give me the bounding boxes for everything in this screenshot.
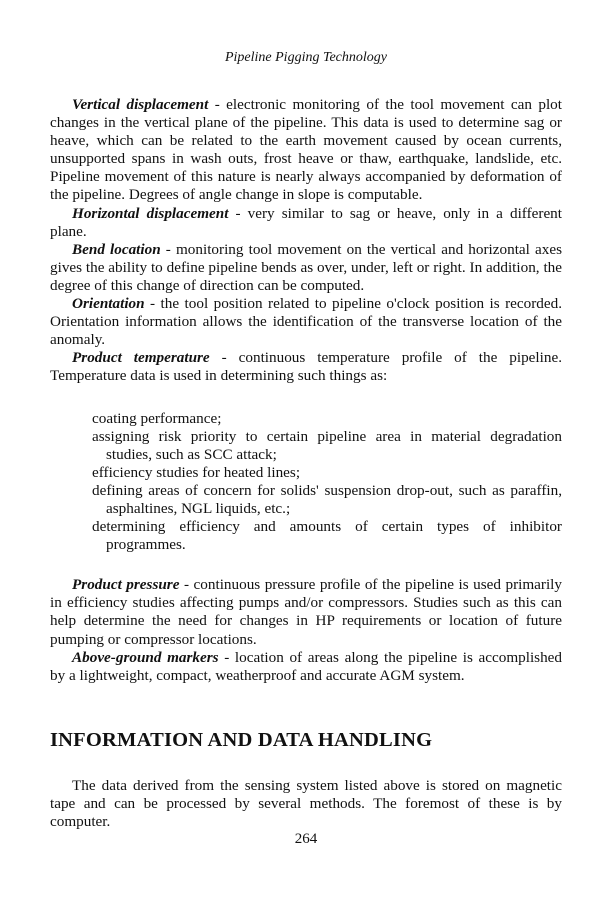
list-item: defining areas of concern for solids' suspension drop-out, such as paraffin, asphaltines, NGL liquids, etc.; [92,481,562,517]
text-vertical-displacement: - electronic monitoring of the tool movement can plot changes in the vertical plane of the pipeline. This data is used to determine sag or heave, which can be related to the earth movement caused by ocean currents, unsupported spans in wash outs, frost heave or thaw, earthquake, landslide, etc. Pipeline movement of this nature is nearly always accompanied by deformation of the pipeline. Degrees of angle change in slope is computable. [50,96,562,204]
page-number: 264 [294,831,318,847]
paragraph-above-ground-markers [50,649,562,685]
page-body [50,96,562,831]
paragraph-product-temperature [50,349,562,385]
term-bend-location: Bend location [72,240,161,258]
paragraph-horizontal-displacement [50,205,562,241]
paragraph-orientation [50,295,562,349]
term-product-pressure: Product pressure [72,576,180,594]
temperature-uses-list [50,410,562,555]
list-item: efficiency studies for heated lines; [92,463,301,481]
text-product-pressure: - continuous pressure profile of the pipeline is used primarily in efficiency studies affecting pumps and/or compressors. Studies such as this can help determine the need for changes in HP requirements or location of future pumping or compressor locations. [50,576,562,648]
term-vertical-displacement: Vertical displacement [72,96,209,113]
list-item: determining efficiency and amounts of certain types of inhibitor programmes. [92,518,562,554]
paragraph-vertical-displacement [50,96,562,205]
text-bend-location: - monitoring tool movement on the vertical and horizontal axes gives the ability to define pipeline bends as over, under, left or right. In addition, the degree of this change of direction can be computed. [50,240,562,294]
running-head: Pipeline Pigging Technology [224,50,387,65]
list-item: coating performance; [92,409,222,427]
list-item: assigning risk priority to certain pipeline area in material degradation studies, such as SCC attack; [92,427,562,463]
paragraph-bend-location [50,241,562,295]
paragraph-product-pressure [50,576,562,648]
section-heading: INFORMATION AND DATA HANDLING [50,728,433,751]
term-above-ground-markers: Above-ground markers [72,648,219,666]
term-orientation: Orientation [72,295,145,313]
section-body-paragraph: The data derived from the sensing system listed above is stored on magnetic tape and can be processed by several methods. The foremost of these is by computer. [50,776,562,831]
term-horizontal-displacement: Horizontal displacement [72,204,229,222]
text-orientation: - the tool position related to pipeline o'clock position is recorded. Orientation information allows the identification of the transverse location of the anomaly. [50,295,562,349]
text-product-temperature: - continuous temperature profile of the pipeline. Temperature data is used in determining such things as: [50,349,562,385]
text-horizontal-displacement: - very similar to sag or heave, only in a different plane. [50,204,562,240]
text-above-ground-markers: - location of areas along the pipeline is accomplished by a lightweight, compact, weatherproof and accurate AGM system. [50,648,562,684]
term-product-temperature: Product temperature [72,349,210,367]
